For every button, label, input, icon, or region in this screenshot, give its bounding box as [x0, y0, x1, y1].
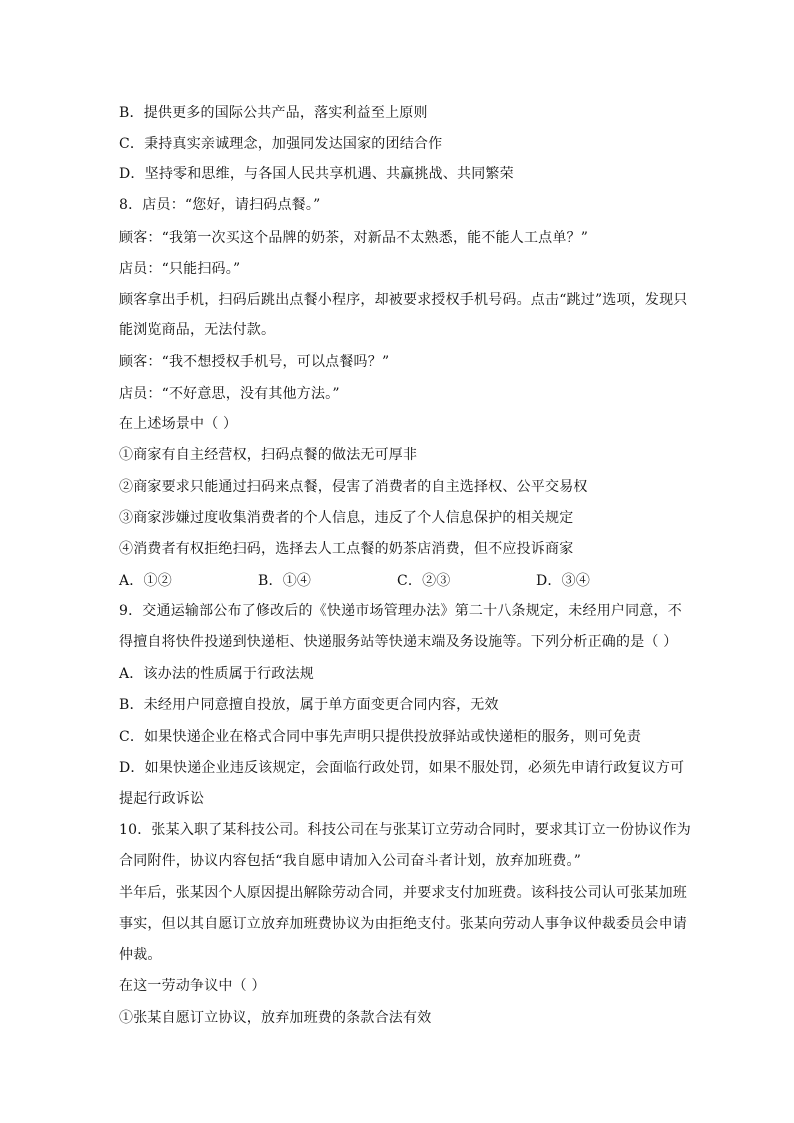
q7-option-b: B．提供更多的国际公共产品，落实利益至上原则	[119, 105, 428, 121]
q8-choice-b: B．①④	[258, 573, 312, 589]
q9-option-a: A．该办法的性质属于行政法规	[119, 666, 314, 682]
q8-choice-c: C．②③	[397, 573, 451, 589]
q7-option-c: C．秉持真实亲诚理念，加强同发达国家的团结合作	[119, 136, 443, 152]
q10-stem-line: 10．张某入职了某科技公司。科技公司在与张某订立劳动合同时，要求其订立一份协议作为	[119, 822, 692, 838]
q8-stem-line: 8．店员：“您好，请扫码点餐。”	[119, 197, 321, 213]
q8-statement-1: ①商家有自主经营权，扫码点餐的做法无可厚非	[119, 447, 418, 463]
q8-stem-line: 店员：“只能扫码。”	[119, 261, 241, 277]
q10-stem-line: 半年后，张某因个人原因提出解除劳动合同，并要求支付加班费。该科技公司认可张某加班	[119, 885, 687, 901]
q8-stem-line: 能浏览商品，无法付款。	[119, 322, 276, 338]
q9-option-c: C．如果快递企业在格式合同中事先声明只提供投放驿站或快递柜的服务，则可免责	[119, 729, 642, 745]
q8-choice-d: D．③④	[536, 573, 591, 589]
q7-option-d: D．坚持零和思维，与各国人民共享机遇、共赢挑战、共同繁荣	[119, 166, 514, 182]
q8-statement-3: ③商家涉嫌过度收集消费者的个人信息，违反了个人信息保护的相关规定	[119, 510, 574, 526]
q8-stem-line: 顾客：“我第一次买这个品牌的奶茶，对新品不太熟悉，能不能人工点单？”	[119, 230, 589, 246]
q8-stem-line: 顾客：“我不想授权手机号，可以点餐吗？”	[119, 354, 390, 370]
q9-stem-line: 9．交通运输部公布了修改后的《快递市场管理办法》第二十八条规定，未经用户同意，不	[119, 603, 682, 619]
q8-choice-a: A．①②	[119, 573, 172, 589]
q10-question-prompt: 在这一劳动争议中（ ）	[119, 978, 266, 994]
q10-stem-line: 合同附件，协议内容包括“我自愿申请加入公司奋斗者计划，放弃加班费。”	[119, 853, 582, 869]
q10-stem-line: 事实，但以其自愿订立放弃加班费协议为由拒绝支付。张某向劳动人事争议仲裁委员会申请	[119, 916, 687, 932]
q8-question-prompt: 在上述场景中（ ）	[119, 416, 238, 432]
q8-statement-4: ④消费者有权拒绝扫码，选择去人工点餐的奶茶店消费，但不应投诉商家	[119, 541, 574, 557]
q9-option-b: B．未经用户同意擅自投放，属于单方面变更合同内容，无效	[119, 697, 499, 713]
q9-option-d-cont: 提起行政诉讼	[119, 791, 205, 807]
q8-stem-line: 店员：“不好意思，没有其他方法。”	[119, 386, 340, 402]
q10-stem-line: 仲裁。	[119, 947, 162, 963]
q8-stem-line: 顾客拿出手机，扫码后跳出点餐小程序，却被要求授权手机号码。点击“跳过”选项，发现只	[119, 292, 688, 308]
q10-statement-1: ①张某自愿订立协议，放弃加班费的条款合法有效	[119, 1010, 432, 1026]
q8-statement-2: ②商家要求只能通过扫码来点餐，侵害了消费者的自主选择权、公平交易权	[119, 479, 588, 495]
q9-option-d: D．如果快递企业违反该规定，会面临行政处罚，如果不服处罚，必须先申请行政复议方可	[119, 760, 685, 776]
q9-stem-line: 得擅自将快件投递到快递柜、快递服务站等快递末端及务设施等。下列分析正确的是（ ）	[119, 634, 678, 650]
